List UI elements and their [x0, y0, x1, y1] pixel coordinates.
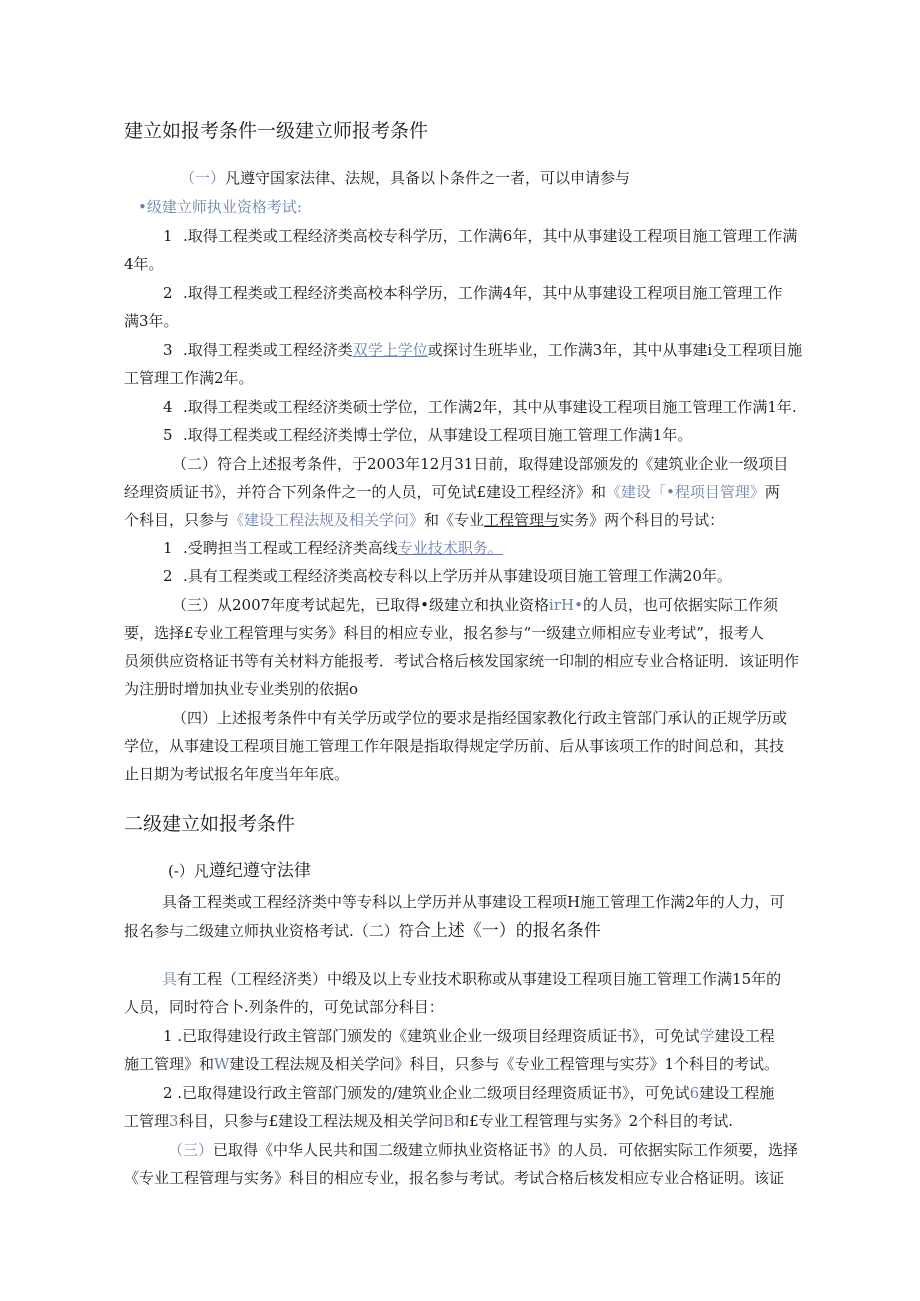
list-item-2: [163, 283, 853, 303]
list-text: .取得工程类或工程经济类硕士学位，工作满2年，其中从事建设工程项目施工管理工作满1年.: [183, 398, 797, 416]
p2-s3-line-2: 《专业工程管理与实务》科目的相应专业，报名参与考试。考试合格后核发相应专业合格证明。该证: [124, 1169, 785, 1187]
list-number: 1: [163, 227, 173, 245]
p2-text: 施工管理》和: [124, 1055, 215, 1073]
s2-item-text: .具有工程类或工程经济类高校专科以上学历并从事建设项目施工管理工作满20年。: [183, 567, 732, 585]
degree-link: 双学上学位: [352, 341, 428, 359]
p2-subtitle: [168, 861, 858, 881]
s2-item-2: [163, 566, 853, 586]
intro-marker: （一）: [180, 169, 226, 187]
required-subject-underlined: 工程管理与: [484, 511, 560, 529]
s2-line-1: （二）符合上述报考条件，于2003年12月31日前，取得建设部颁发的《建筑业企业一级项目: [172, 455, 789, 473]
intro-continuation: [138, 197, 828, 217]
s2-text: 实务》两个科目的号试：: [559, 511, 725, 529]
p2-text: 报名参与二级建立师执业资格考试.（二）符: [124, 922, 414, 940]
p2-s3-marker: （三）: [168, 1141, 214, 1159]
list-text: .取得工程类或工程经济类高校专科学历，工作满6年，其中从事建设工程项目施工管理工作满: [183, 227, 798, 245]
list-item-3-cont: 工管理工作满2年。: [124, 369, 254, 387]
list-number: 1: [163, 539, 173, 557]
list-item-1: [163, 226, 853, 246]
p2-soft-char: 3: [169, 1112, 179, 1130]
list-number: 5: [163, 426, 173, 444]
list-item-3: [163, 340, 853, 360]
list-number: 2: [163, 284, 173, 302]
p2-soft-char: W: [214, 1055, 230, 1073]
list-text: 或探讨生班毕业，工作满3年，其中从事建i殳工程项目施: [427, 341, 803, 359]
p2-marker: (-）凡: [168, 862, 209, 880]
s2-text: 两: [764, 483, 780, 501]
p2-text: 建设工程施: [699, 1084, 775, 1102]
list-text: .取得工程类或工程经济类: [183, 341, 353, 359]
p2-item-1-cont: [124, 1054, 814, 1074]
list-item-5: [163, 425, 853, 445]
s3-line-3: 员须供应资格证书等有关材料方能报考．考试合格后核发国家统一印制的相应专业合格证明．该证明作: [124, 652, 800, 670]
tech-post-link: 专业技术职务。: [397, 539, 503, 557]
list-item-1-cont: 4年。: [124, 255, 164, 273]
list-number: 4: [163, 398, 173, 416]
list-item-2-cont: 满3年。: [124, 312, 179, 330]
p2-item-2: [163, 1083, 853, 1103]
s4-line-2: 学位，从事建设工程项目施工管理工作年限是指取得规定学历前、后从事该项工作的时间总和，其技: [124, 737, 785, 755]
intro-exam-name: •级建立师执业资格考试:: [138, 198, 302, 216]
p2-text: 建设工程法规及相关学问》科目，只参与《专业工程管理与实芬》1个科目的考试。: [229, 1055, 779, 1073]
p2-item-2-cont: [124, 1111, 814, 1131]
s4-line-3: 止日期为考试报名年度当年年底。: [124, 765, 350, 783]
p2-soft-char: 6: [689, 1084, 700, 1102]
p2-s3-line-1: [168, 1140, 858, 1160]
p2-heading-inline: 合上述《一）的报名条件: [413, 921, 601, 941]
section-title-level2: 二级建立如报考条件: [124, 813, 296, 835]
p2-line-3: [162, 969, 852, 989]
list-item-4: [163, 397, 853, 417]
s3-text: （三）从2007年度考试起先，已取得•级建立和执业资格: [172, 596, 550, 614]
p2-text: 1 .已取得建设行政主管部门颁发的《建筑业企业一级项目经理资质证书》，可免试: [163, 1027, 700, 1045]
list-number: 3: [163, 341, 173, 359]
p2-heading: 遵纪遵守法律: [208, 861, 311, 881]
intro-line: [180, 168, 870, 188]
p2-line-1: 具备工程类或工程经济类中等专科以上学历并从事建设工程项H施工管理工作满2年的人力，可: [162, 893, 785, 911]
s2-item-1: [163, 538, 853, 558]
s3-line-2: 要，选择£专业工程管理与实务》科目的相应专业，报名参与“一级建立师相应专业考试”，报考人: [124, 624, 764, 642]
p2-text: 和£专业工程管理与实务》2个科目的考试.: [454, 1112, 733, 1130]
s3-line-4: 为注册时增加执业专业类别的依据o: [124, 680, 359, 698]
s2-text: 和《专业: [424, 511, 485, 529]
p2-text: 科目，只参与£建设工程法规及相关学问: [178, 1112, 444, 1130]
p2-text: 有工程（工程经济类）中缎及以上专业技术职称或从事建设工程项目施工管理工作满15年的: [177, 970, 782, 988]
p2-text: 2 .已取得建设行政主管部门颁发的/建筑业企业二级项目经理资质证书》，可免试: [163, 1084, 690, 1102]
p2-text: 建设工程: [714, 1027, 775, 1045]
ocr-artifact: irH•: [549, 596, 583, 614]
s2-text: 经理资质证书》，并符合下列条件之一的人员，可免试£建设工程经济》和: [124, 483, 607, 501]
list-number: 2: [163, 567, 173, 585]
section-title-level1: 建立如报考条件一级建立师报考条件: [124, 120, 429, 142]
list-text: .取得工程类或工程经济类博士学位，从事建设工程项目施工管理工作满1年。: [183, 426, 693, 444]
s3-line-1: [172, 595, 862, 615]
p2-line-2: [124, 921, 814, 941]
p2-text: 工管理: [124, 1112, 170, 1130]
exempt-subject: 《建设「•程项目管理》: [606, 483, 765, 501]
s3-text: 的人员，也可依据实际工作须: [582, 596, 778, 614]
s2-text: 个科目，只参与: [124, 511, 230, 529]
s4-line-1: （四）上述报考条件中有关学历或学位的要求是指经国家教化行政主管部门承认的正规学历或: [172, 709, 788, 727]
s2-item-text: .受聘担当工程或工程经济类高线: [183, 539, 398, 557]
p2-soft-char: B: [443, 1112, 455, 1130]
intro-text: 凡遵守国家法律、法规，具备以卜条件之一者，可以申请参与: [225, 169, 631, 187]
p2-soft-char: 具: [162, 970, 178, 988]
p2-item-1: [163, 1026, 853, 1046]
s2-line-3: [124, 510, 814, 530]
list-text: .取得工程类或工程经济类高校本科学历，工作满4年，其中从事建设工程项目施工管理工作: [183, 284, 783, 302]
p2-line-4: 人员，同时符合卜.列条件的，可免试部分科目：: [124, 998, 444, 1016]
p2-soft-char: 学: [699, 1027, 715, 1045]
p2-text: 已取得《中华人民共和国二级建立师执业资格证书》的人员．可依据实际工作须要，选择: [213, 1141, 799, 1159]
s2-line-2: [124, 482, 814, 502]
required-subject: 《建设工程法规及相关学问》: [229, 511, 425, 529]
